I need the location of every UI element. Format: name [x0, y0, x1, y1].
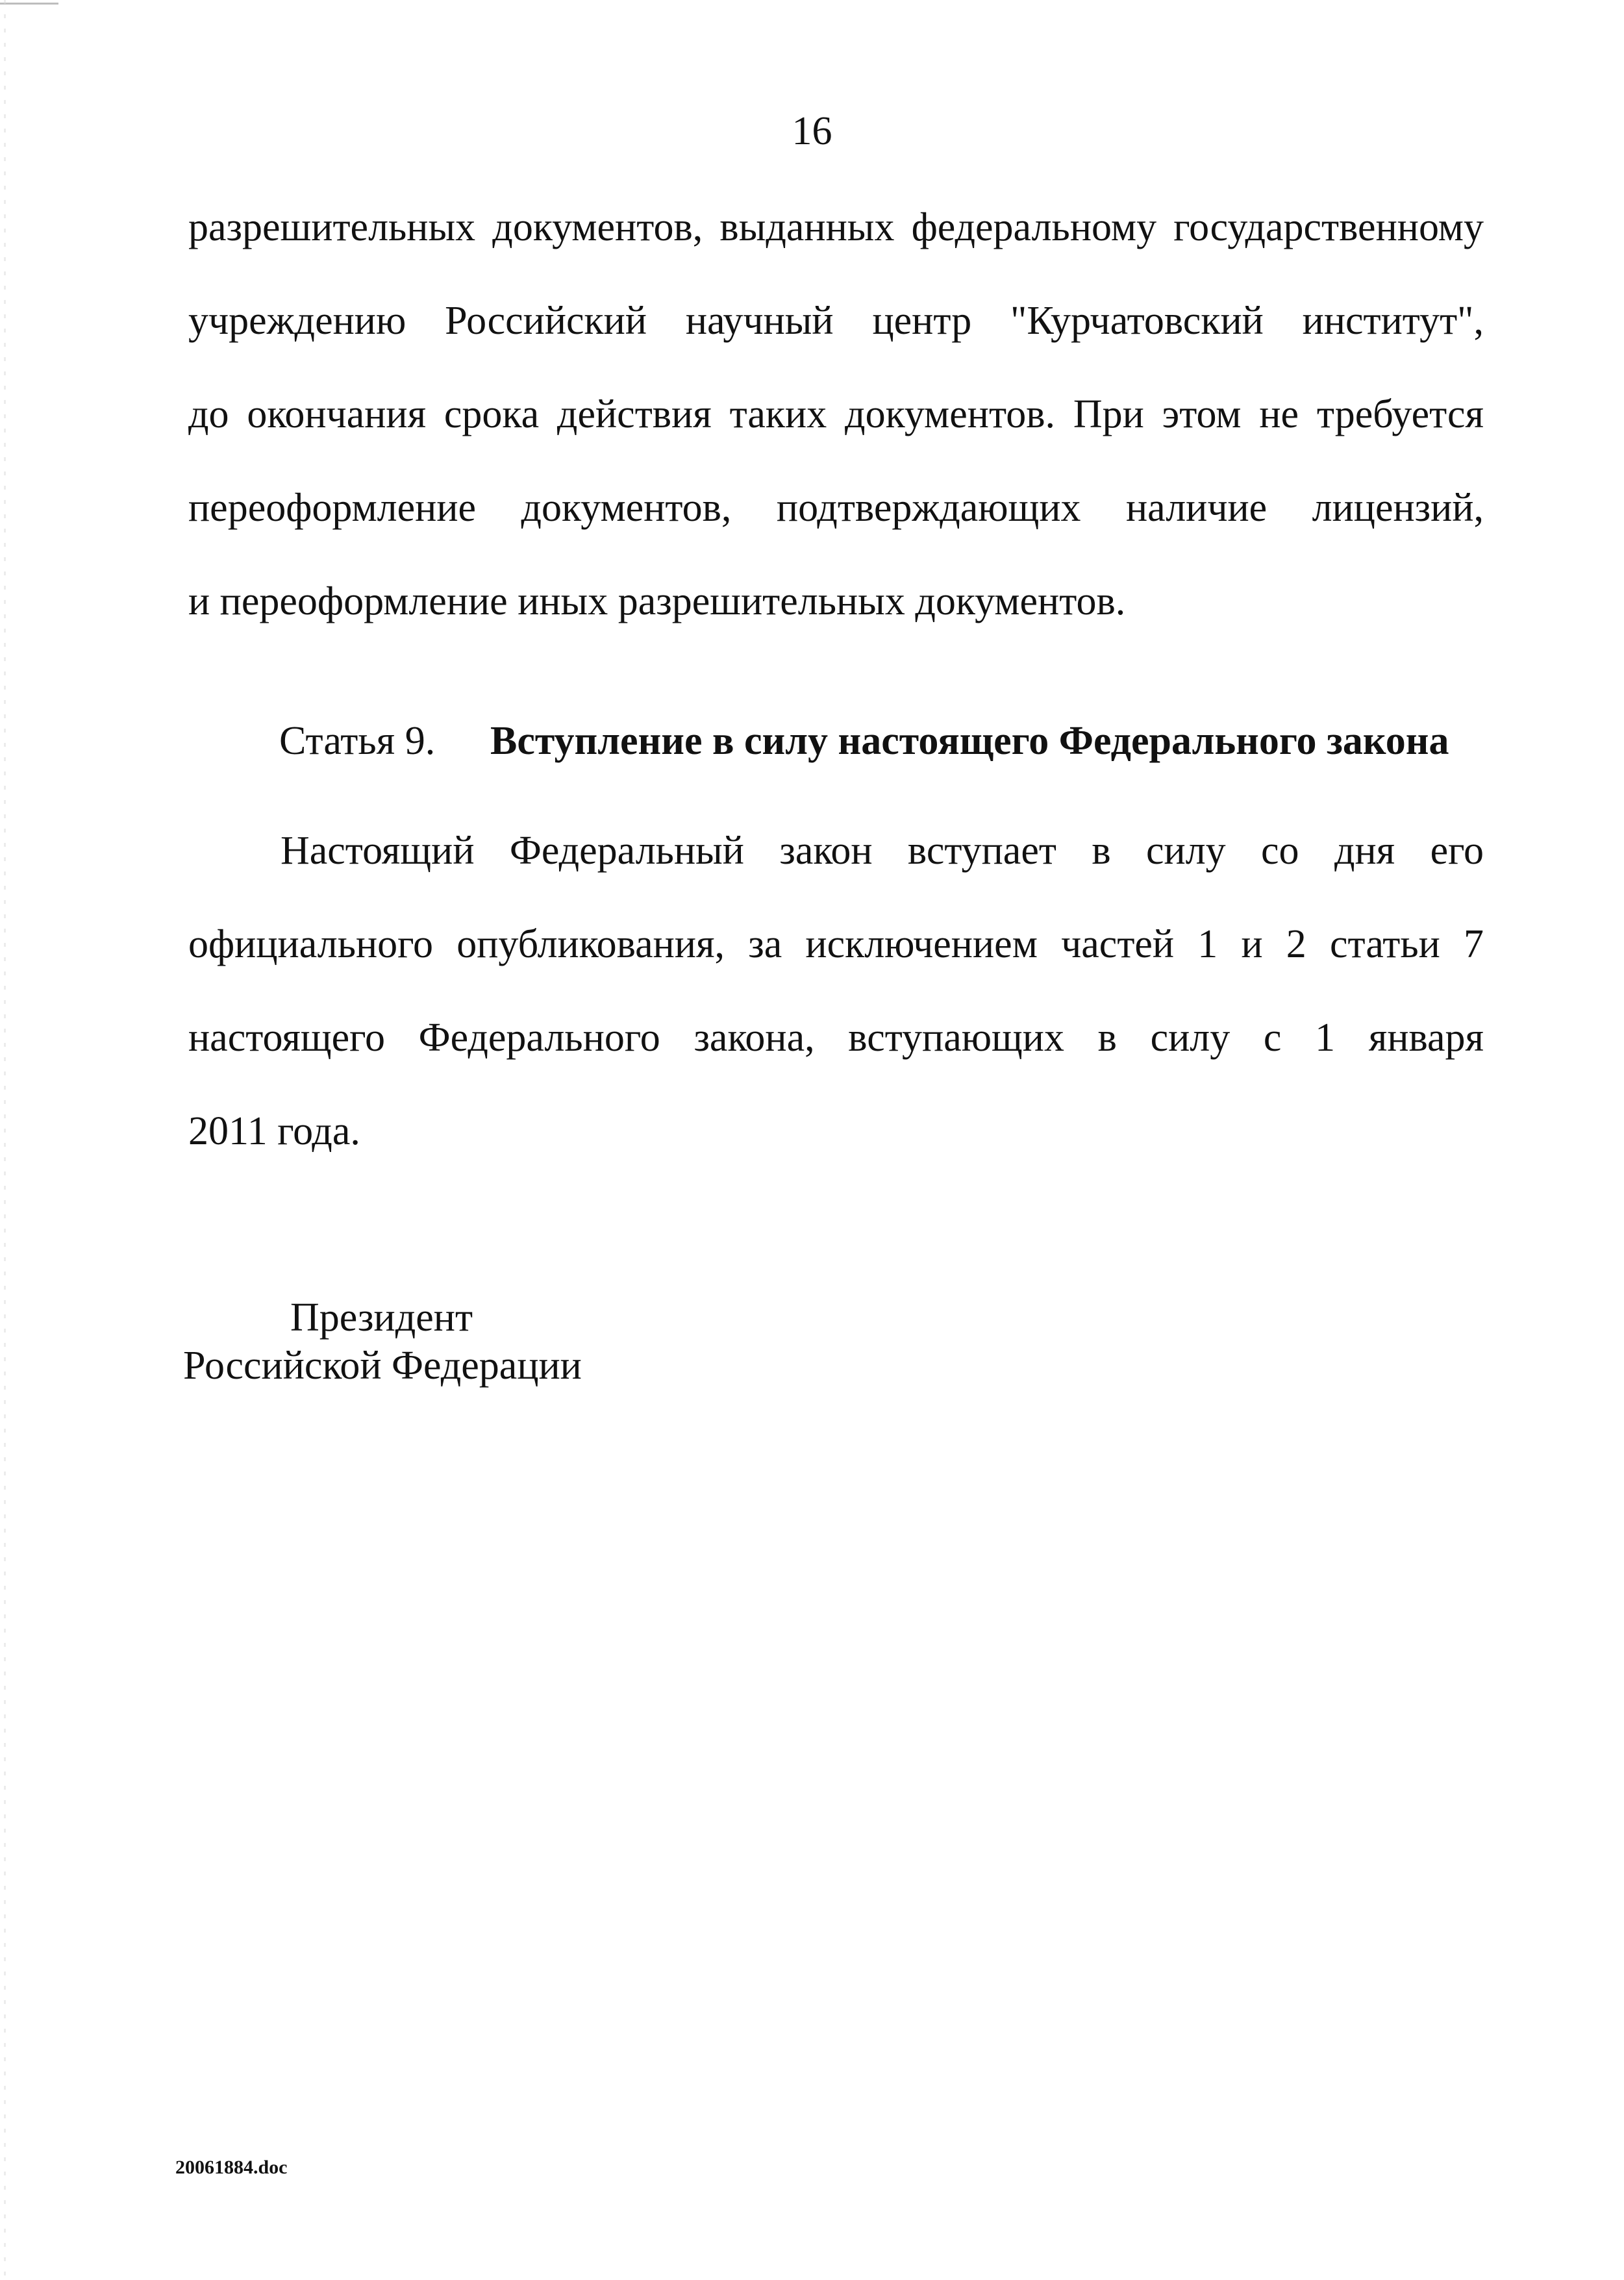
paragraph-line [188, 825, 1484, 877]
signature-title: Президент [290, 1296, 473, 1340]
scan-edge-noise [4, 0, 6, 2280]
article-label: Статья 9. [279, 719, 436, 763]
paragraph-line-text: Настоящий Федеральный закон вступает в силу со дня его [281, 829, 1484, 873]
paragraph-line: настоящего Федерального закона, вступающих в силу с 1 января [188, 1016, 1484, 1060]
paragraph-line: учреждению Российский научный центр "Курчатовский институт", [188, 299, 1484, 343]
scan-edge-mark [0, 3, 58, 5]
document-file-reference: 20061884.doc [175, 2157, 288, 2178]
paragraph-line: до окончания срока действия таких документов. При этом не требуется [188, 392, 1484, 436]
article-title: Вступление в силу настоящего Федерального закона [490, 719, 1449, 763]
paragraph-line: 2011 года. [188, 1109, 360, 1153]
signature-organization: Российской Федерации [183, 1344, 582, 1388]
paragraph-line: официального опубликования, за исключением частей 1 и 2 статьи 7 [188, 922, 1484, 966]
paragraph-line: переоформление документов, подтверждающих наличие лицензий, [188, 486, 1484, 530]
signature-block [183, 1294, 582, 1390]
paragraph-line: разрешительных документов, выданных федеральному государственному [188, 205, 1484, 249]
article-heading [188, 715, 1484, 767]
paragraph-line: и переоформление иных разрешительных документов. [188, 579, 1126, 623]
page-number: 16 [792, 109, 832, 153]
